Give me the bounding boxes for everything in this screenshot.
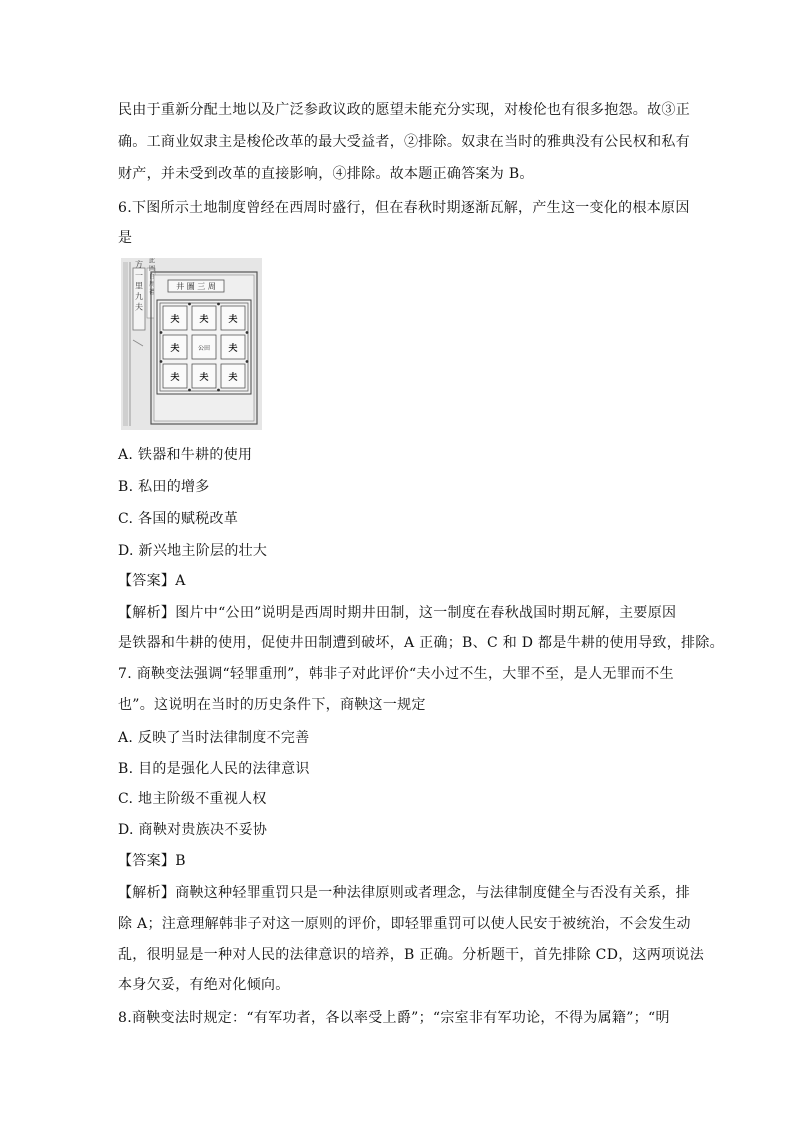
answer: 【答案】B	[118, 853, 186, 869]
analysis-line: 乱，很明显是一种对人民的法律意识的培养，B 正确。分析题干，首先排除 CD，这两项说法	[118, 947, 705, 963]
question-stem: 是	[118, 230, 133, 246]
well-field-figure	[121, 258, 262, 430]
figure-side-label-2: 此 圖 自 周 禮	[147, 258, 155, 295]
question-stem: 6.下图所示土地制度曾经在西周时盛行，但在春秋时期逐渐瓦解，产生这一变化的根本原因	[118, 200, 690, 216]
cell-fu: 夫	[170, 373, 180, 383]
option-a: A. 铁器和牛耕的使用	[118, 447, 253, 463]
analysis-line: 是铁器和牛耕的使用，促使井田制遭到破坏，A 正确；B、C 和 D 都是牛耕的使用导致，排除。	[118, 635, 724, 651]
option-d: D. 新兴地主阶层的壮大	[118, 543, 268, 559]
text-line: 确。工商业奴隶主是梭伦改革的最大受益者，②排除。奴隶在当时的雅典没有公民权和私有	[118, 134, 690, 150]
question-stem: 8.商鞅变法时规定：“有军功者，各以率受上爵”；“宗室非有军功论，不得为属籍”；“明	[118, 1010, 670, 1026]
option-d: D. 商鞅对贵族决不妥协	[118, 822, 268, 838]
cell-fu: 夫	[199, 373, 209, 383]
question-stem: 7. 商鞅变法强调“轻罪重刑”，韩非子对此评价“夫小过不生，大罪不至，是人无罪而不生	[118, 666, 674, 682]
figure-side-label: 井 方 一 里 九 夫	[134, 258, 144, 311]
text-line: 财产，并未受到改革的直接影响，④排除。故本题正确答案为 B。	[118, 166, 534, 182]
cell-fu: 夫	[170, 344, 180, 354]
cell-fu: 夫	[228, 373, 238, 383]
answer: 【答案】A	[118, 573, 186, 589]
option-b: B. 目的是强化人民的法律意识	[118, 761, 310, 777]
analysis-line: 本身欠妥，有绝对化倾向。	[118, 977, 290, 993]
well-field-diagram	[121, 258, 262, 430]
figure-title: 井 圖 三 周	[176, 282, 216, 291]
cell-fu: 夫	[199, 315, 209, 325]
analysis-line: 【解析】商鞅这种轻罪重罚只是一种法律原则或者理念，与法律制度健全与否没有关系，排	[118, 885, 690, 901]
cell-fu: 夫	[170, 315, 180, 325]
analysis-line: 【解析】图片中“公田”说明是西周时期井田制，这一制度在春秋战国时期瓦解，主要原因	[118, 605, 677, 621]
cell-public-field: 公田	[197, 345, 211, 352]
question-stem: 也”。这说明在当时的历史条件下，商鞅这一规定	[118, 697, 426, 713]
option-c: C. 各国的赋税改革	[118, 511, 239, 527]
cell-fu: 夫	[228, 315, 238, 325]
option-c: C. 地主阶级不重视人权	[118, 791, 267, 807]
analysis-line: 除 A；注意理解韩非子对这一原则的评价，即轻罪重罚可以使人民安于被统治，不会发生动	[118, 916, 691, 932]
option-a: A. 反映了当时法律制度不完善	[118, 730, 310, 746]
text-line: 民由于重新分配土地以及广泛参政议政的愿望未能充分实现，对梭伦也有很多抱怨。故③正	[118, 102, 690, 118]
option-b: B. 私田的增多	[118, 479, 210, 495]
cell-fu: 夫	[228, 344, 238, 354]
